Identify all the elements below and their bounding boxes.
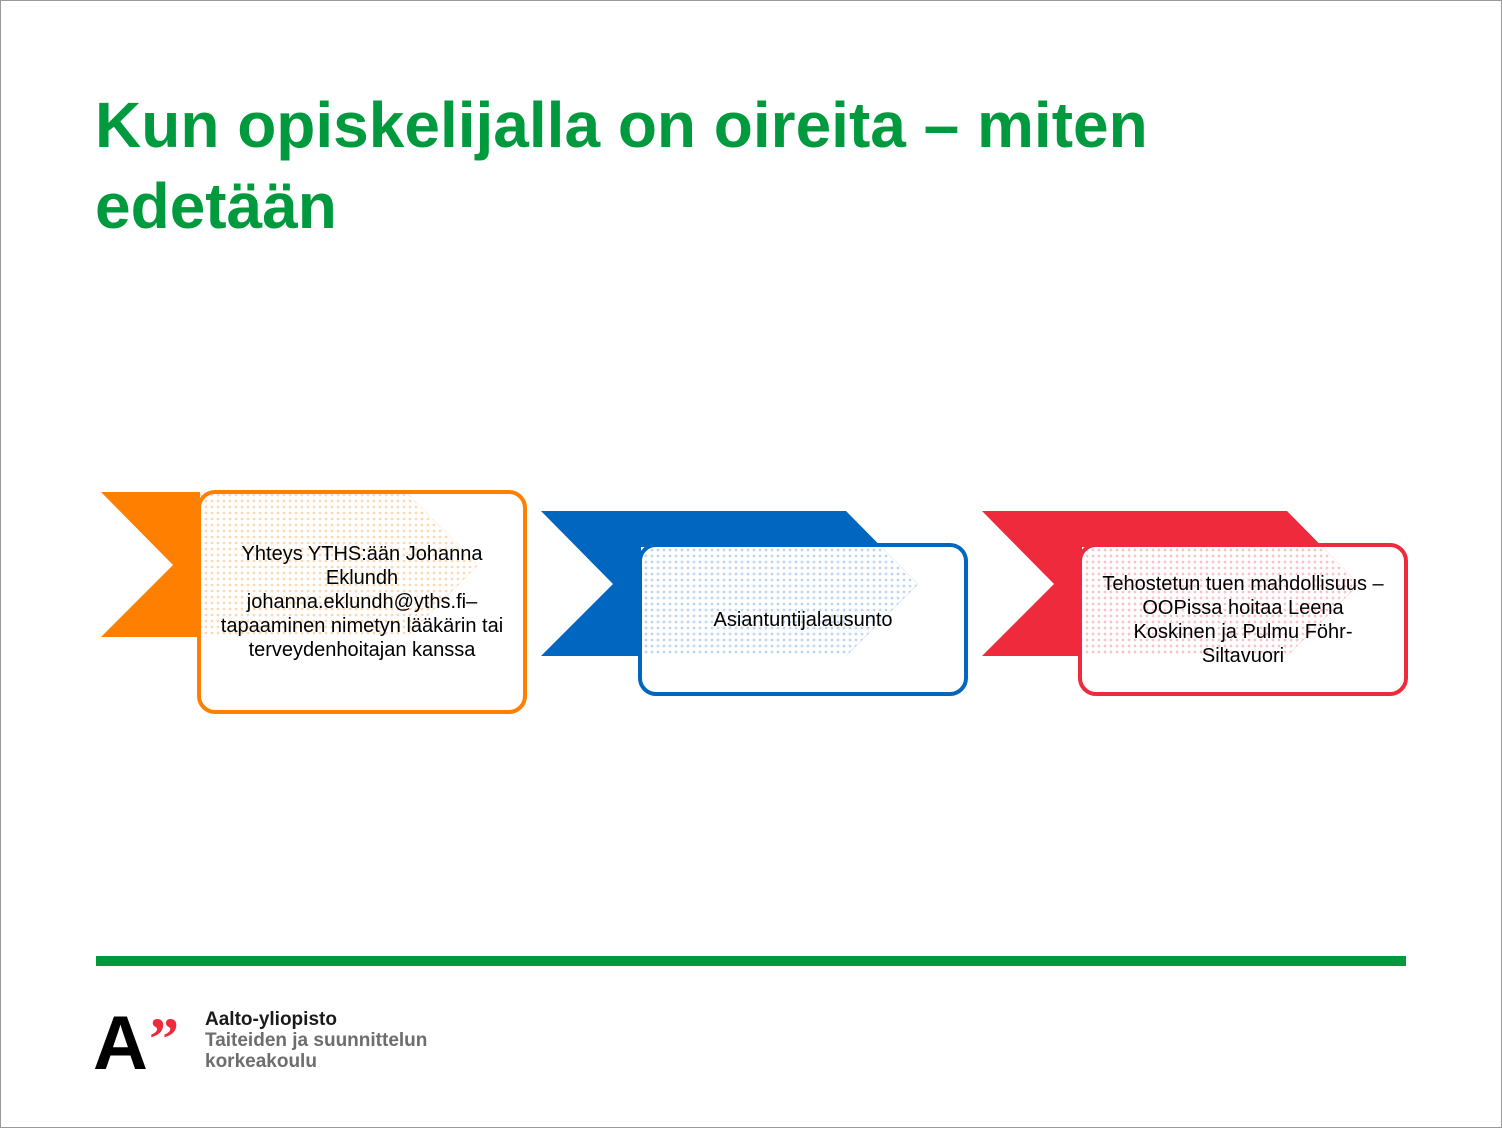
step-3-box (1078, 543, 1408, 696)
organization-name (205, 1009, 427, 1072)
org-line-1: Aalto-yliopisto (205, 1009, 337, 1030)
footer-rule (96, 956, 1406, 966)
step-2-text: Asiantuntijalausunto (713, 608, 893, 631)
step-2-box (638, 543, 968, 696)
logo-quote: ” (149, 1011, 179, 1072)
aalto-logo-icon (93, 1011, 189, 1073)
logo-letter: A (93, 1011, 148, 1073)
slide-title-line-2: edetään (95, 170, 337, 242)
org-line-3: korkeakoulu (205, 1051, 317, 1072)
step-1-text: Yhteys YTHS:ään Johanna Eklundh johanna.eklundh@yths.fi– tapaaminen nimetyn lääkärin tai terveydenhoitajan kanssa (220, 543, 504, 661)
slide-title (95, 85, 1295, 247)
step-3-text: Tehostetun tuen mahdollisuus – OOPissa hoitaa Leena Koskinen ja Pulmu Föhr-Siltavuori (1102, 572, 1384, 667)
step-1-box (197, 490, 527, 714)
org-line-2: Taiteiden ja suunnittelun (205, 1030, 428, 1051)
slide-title-line-1: Kun opiskelijalla on oireita – miten (95, 89, 1148, 161)
